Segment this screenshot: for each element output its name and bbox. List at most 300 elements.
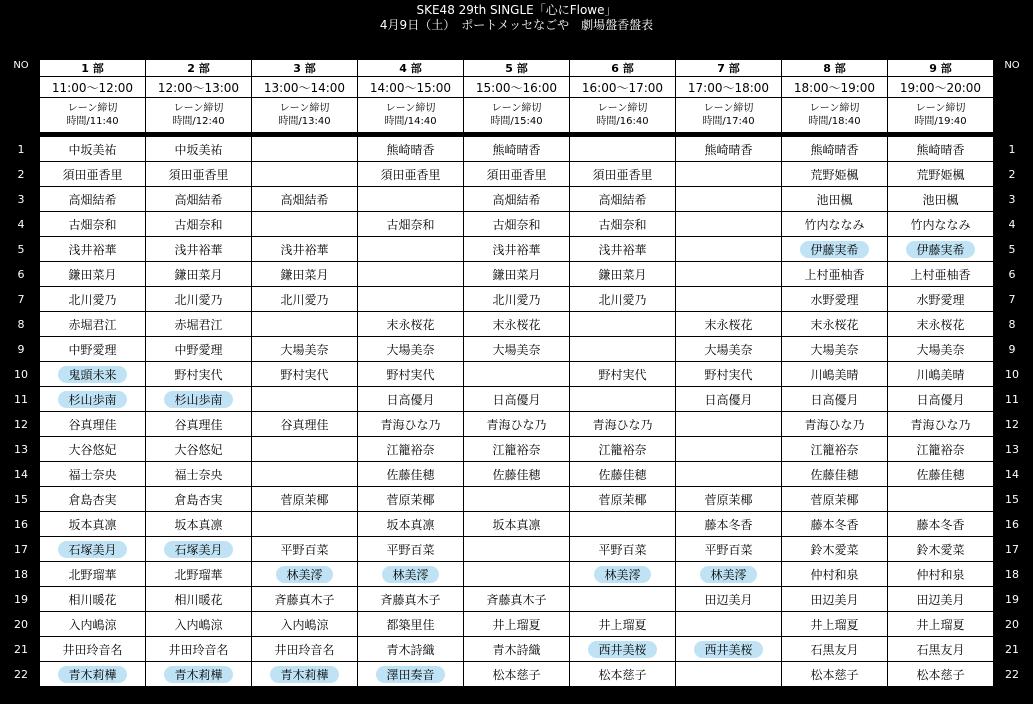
member-cell: 野村実代 — [570, 362, 676, 387]
table-row — [3, 262, 1031, 287]
table-row — [3, 212, 1031, 237]
member-cell: 中坂美祐 — [146, 137, 252, 162]
table-row — [3, 312, 1031, 337]
member-cell: 石黒友月 — [888, 637, 994, 662]
member-cell — [676, 187, 782, 212]
row-number-right: 22 — [994, 662, 1031, 687]
table-row — [3, 537, 1031, 562]
member-cell: 古畑奈和 — [464, 212, 570, 237]
member-cell: 福士奈央 — [146, 462, 252, 487]
highlighted-member-name: 杉山歩南 — [58, 391, 126, 408]
member-cell: 平野百菜 — [358, 537, 464, 562]
member-cell — [252, 512, 358, 537]
member-cell — [464, 537, 570, 562]
lane-deadline-5 — [464, 98, 570, 133]
row-number-right: 4 — [994, 212, 1031, 237]
row-number-left: 3 — [3, 187, 40, 212]
member-cell: 川嶋美晴 — [782, 362, 888, 387]
highlighted-member-name: 杉山歩南 — [164, 391, 232, 408]
member-cell: 平野百菜 — [676, 537, 782, 562]
member-cell — [252, 312, 358, 337]
table-row — [3, 587, 1031, 612]
part-label-6: 6 部 — [570, 60, 676, 77]
member-cell: 日高優月 — [676, 387, 782, 412]
member-cell: 末永桜花 — [888, 312, 994, 337]
row-number-left: 4 — [3, 212, 40, 237]
member-cell — [252, 462, 358, 487]
member-cell — [676, 612, 782, 637]
member-cell: 野村実代 — [676, 362, 782, 387]
member-cell: 古畑奈和 — [570, 212, 676, 237]
member-cell — [464, 362, 570, 387]
highlighted-member-name: 鬼頭未来 — [58, 366, 126, 383]
member-cell — [676, 412, 782, 437]
member-cell: 平野百菜 — [252, 537, 358, 562]
row-number-right: 18 — [994, 562, 1031, 587]
member-cell: 水野愛理 — [782, 287, 888, 312]
member-cell — [676, 262, 782, 287]
deadline-time: 時間/12:40 — [172, 116, 225, 127]
member-cell: 菅原茉椰 — [358, 487, 464, 512]
deadline-label: レーン締切 — [67, 103, 118, 114]
lane-deadline-1 — [40, 98, 146, 133]
member-cell: 末永桜花 — [358, 312, 464, 337]
part-time-6: 16:00〜17:00 — [570, 77, 676, 98]
member-cell: 大場美奈 — [888, 337, 994, 362]
member-cell: 赤堀君江 — [40, 312, 146, 337]
member-cell: 江籠裕奈 — [888, 437, 994, 462]
member-cell — [676, 562, 782, 587]
row-number-left: 16 — [3, 512, 40, 537]
row-number-right: 16 — [994, 512, 1031, 537]
member-cell: 佐藤佳穂 — [464, 462, 570, 487]
highlighted-member-name: 林美澪 — [594, 566, 650, 583]
member-cell — [358, 287, 464, 312]
member-cell — [676, 237, 782, 262]
member-cell: 松本慈子 — [782, 662, 888, 687]
member-cell — [358, 237, 464, 262]
member-cell — [676, 162, 782, 187]
member-cell: 鎌田菜月 — [570, 262, 676, 287]
part-label-5: 5 部 — [464, 60, 570, 77]
member-cell: 浅井裕華 — [146, 237, 252, 262]
member-cell: 藤本冬香 — [888, 512, 994, 537]
table-row — [3, 637, 1031, 662]
member-cell: 入内嶋涼 — [146, 612, 252, 637]
member-cell: 須田亜香里 — [40, 162, 146, 187]
highlighted-member-name: 林美澪 — [276, 566, 332, 583]
member-cell — [40, 662, 146, 687]
member-cell: 菅原茉椰 — [782, 487, 888, 512]
row-number-right: 17 — [994, 537, 1031, 562]
deadline-time: 時間/18:40 — [808, 116, 861, 127]
member-cell: 青木詩織 — [358, 637, 464, 662]
deadline-time: 時間/15:40 — [490, 116, 543, 127]
member-cell: 日高優月 — [464, 387, 570, 412]
deadline-label: レーン締切 — [915, 103, 966, 114]
member-cell — [464, 562, 570, 587]
part-label-9: 9 部 — [888, 60, 994, 77]
member-cell: 浅井裕華 — [464, 237, 570, 262]
highlighted-member-name: 林美澪 — [700, 566, 756, 583]
member-cell: 大谷悠妃 — [146, 437, 252, 462]
member-cell: 竹内ななみ — [888, 212, 994, 237]
row-number-left: 22 — [3, 662, 40, 687]
part-time-8: 18:00〜19:00 — [782, 77, 888, 98]
member-cell — [40, 362, 146, 387]
member-cell: 仲村和泉 — [782, 562, 888, 587]
member-cell — [570, 137, 676, 162]
member-cell — [570, 512, 676, 537]
deadline-label: レーン締切 — [491, 103, 542, 114]
title-line1: SKE48 29th SINGLE「心にFlowe」 — [416, 3, 617, 17]
member-cell: 荒野姫楓 — [782, 162, 888, 187]
member-cell: 北川愛乃 — [146, 287, 252, 312]
member-cell — [676, 212, 782, 237]
row-number-left: 10 — [3, 362, 40, 387]
member-cell: 日高優月 — [888, 387, 994, 412]
member-cell: 熊崎晴香 — [676, 137, 782, 162]
member-cell: 大谷悠妃 — [40, 437, 146, 462]
member-cell: 谷真理佳 — [40, 412, 146, 437]
member-cell — [252, 212, 358, 237]
member-cell: 鎌田菜月 — [252, 262, 358, 287]
row-number-right: 8 — [994, 312, 1031, 337]
member-cell: 井田玲音名 — [252, 637, 358, 662]
member-cell: 井上瑠夏 — [464, 612, 570, 637]
row-number-right: 10 — [994, 362, 1031, 387]
member-cell — [40, 537, 146, 562]
member-cell: 斉藤真木子 — [252, 587, 358, 612]
member-cell: 藤本冬香 — [782, 512, 888, 537]
row-number-left: 6 — [3, 262, 40, 287]
member-cell: 青海ひな乃 — [888, 412, 994, 437]
member-cell: 高畑結希 — [464, 187, 570, 212]
row-number-right: 6 — [994, 262, 1031, 287]
table-row — [3, 137, 1031, 162]
member-cell: 菅原茉椰 — [570, 487, 676, 512]
member-cell: 松本慈子 — [570, 662, 676, 687]
no-header-right: NO — [994, 60, 1031, 133]
lane-deadline-2 — [146, 98, 252, 133]
table-row — [3, 287, 1031, 312]
member-cell: 北川愛乃 — [570, 287, 676, 312]
member-cell: 熊崎晴香 — [888, 137, 994, 162]
member-cell: 北野瑠華 — [146, 562, 252, 587]
member-cell: 田辺美月 — [888, 587, 994, 612]
member-cell: 鎌田菜月 — [40, 262, 146, 287]
row-number-left: 12 — [3, 412, 40, 437]
member-cell: 高畑結希 — [146, 187, 252, 212]
member-cell: 中野愛理 — [146, 337, 252, 362]
member-cell: 相川暖花 — [146, 587, 252, 612]
member-cell — [570, 337, 676, 362]
member-cell: 大場美奈 — [252, 337, 358, 362]
member-cell — [676, 637, 782, 662]
member-cell — [676, 662, 782, 687]
member-cell: 水野愛理 — [888, 287, 994, 312]
member-cell: 谷真理佳 — [146, 412, 252, 437]
member-cell: 菅原茉椰 — [252, 487, 358, 512]
member-cell — [252, 437, 358, 462]
member-cell — [358, 662, 464, 687]
member-cell — [570, 562, 676, 587]
table-row — [3, 437, 1031, 462]
member-cell: 井田玲音名 — [146, 637, 252, 662]
member-cell: 北川愛乃 — [40, 287, 146, 312]
part-time-2: 12:00〜13:00 — [146, 77, 252, 98]
row-number-left: 11 — [3, 387, 40, 412]
part-label-1: 1 部 — [40, 60, 146, 77]
member-cell: 日高優月 — [358, 387, 464, 412]
deadline-label: レーン締切 — [703, 103, 754, 114]
member-cell: 須田亜香里 — [464, 162, 570, 187]
part-label-3: 3 部 — [252, 60, 358, 77]
member-cell: 鎌田菜月 — [146, 262, 252, 287]
member-cell: 浅井裕華 — [570, 237, 676, 262]
row-number-right: 14 — [994, 462, 1031, 487]
member-cell — [252, 387, 358, 412]
lane-deadline-9 — [888, 98, 994, 133]
part-time-9: 19:00〜20:00 — [888, 77, 994, 98]
member-cell: 浅井裕華 — [252, 237, 358, 262]
member-cell: 坂本真凛 — [146, 512, 252, 537]
member-cell: 青海ひな乃 — [570, 412, 676, 437]
member-cell — [782, 237, 888, 262]
highlighted-member-name: 伊藤実希 — [800, 241, 868, 258]
member-cell: 青海ひな乃 — [464, 412, 570, 437]
row-number-right: 15 — [994, 487, 1031, 512]
member-cell: 竹内ななみ — [782, 212, 888, 237]
row-number-right: 21 — [994, 637, 1031, 662]
member-cell: 野村実代 — [358, 362, 464, 387]
row-number-right: 2 — [994, 162, 1031, 187]
part-label-7: 7 部 — [676, 60, 782, 77]
highlighted-member-name: 青木莉樺 — [58, 666, 126, 683]
row-number-right: 19 — [994, 587, 1031, 612]
deadline-time: 時間/19:40 — [914, 116, 967, 127]
table-row — [3, 487, 1031, 512]
deadline-time: 時間/16:40 — [596, 116, 649, 127]
row-number-left: 1 — [3, 137, 40, 162]
highlighted-member-name: 石塚美月 — [164, 541, 232, 558]
member-cell: 江籠裕奈 — [570, 437, 676, 462]
member-cell — [252, 562, 358, 587]
member-cell: 青海ひな乃 — [358, 412, 464, 437]
member-cell: 倉島杏実 — [40, 487, 146, 512]
member-cell: 大場美奈 — [464, 337, 570, 362]
member-cell: 末永桜花 — [782, 312, 888, 337]
row-number-right: 3 — [994, 187, 1031, 212]
member-cell: 池田楓 — [782, 187, 888, 212]
row-number-right: 11 — [994, 387, 1031, 412]
part-time-4: 14:00〜15:00 — [358, 77, 464, 98]
part-label-4: 4 部 — [358, 60, 464, 77]
row-number-right: 1 — [994, 137, 1031, 162]
part-label-8: 8 部 — [782, 60, 888, 77]
member-cell: 福士奈央 — [40, 462, 146, 487]
row-number-right: 20 — [994, 612, 1031, 637]
member-cell: 須田亜香里 — [146, 162, 252, 187]
deadline-time: 時間/11:40 — [66, 116, 119, 127]
deadline-label: レーン締切 — [809, 103, 860, 114]
deadline-label: レーン締切 — [385, 103, 436, 114]
member-cell: 青海ひな乃 — [782, 412, 888, 437]
member-cell: 入内嶋涼 — [40, 612, 146, 637]
member-cell: 江籠裕奈 — [782, 437, 888, 462]
member-cell — [358, 562, 464, 587]
row-number-right: 9 — [994, 337, 1031, 362]
member-cell — [888, 487, 994, 512]
table-row — [3, 462, 1031, 487]
member-cell: 高畑結希 — [40, 187, 146, 212]
member-cell: 谷真理佳 — [252, 412, 358, 437]
member-cell: 都築里佳 — [358, 612, 464, 637]
row-number-right: 13 — [994, 437, 1031, 462]
member-cell: 坂本真凛 — [358, 512, 464, 537]
member-cell: 熊崎晴香 — [358, 137, 464, 162]
member-cell — [570, 637, 676, 662]
member-cell: 大場美奈 — [676, 337, 782, 362]
highlighted-member-name: 青木莉樺 — [164, 666, 232, 683]
table-row — [3, 337, 1031, 362]
member-cell: 倉島杏実 — [146, 487, 252, 512]
row-number-right: 7 — [994, 287, 1031, 312]
member-cell: 野村実代 — [252, 362, 358, 387]
row-number-left: 8 — [3, 312, 40, 337]
lane-deadline-8 — [782, 98, 888, 133]
member-cell — [252, 137, 358, 162]
member-cell — [252, 662, 358, 687]
member-cell: 坂本真凛 — [40, 512, 146, 537]
row-number-left: 2 — [3, 162, 40, 187]
deadline-label: レーン締切 — [279, 103, 330, 114]
member-cell: 田辺美月 — [676, 587, 782, 612]
highlighted-member-name: 澤田奏音 — [376, 666, 444, 683]
table-row — [3, 362, 1031, 387]
part-time-1: 11:00〜12:00 — [40, 77, 146, 98]
member-cell: 井上瑠夏 — [888, 612, 994, 637]
row-number-right: 12 — [994, 412, 1031, 437]
table-row — [3, 187, 1031, 212]
member-cell — [676, 437, 782, 462]
member-cell: 仲村和泉 — [888, 562, 994, 587]
member-cell: 石黒友月 — [782, 637, 888, 662]
member-cell: 平野百菜 — [570, 537, 676, 562]
member-cell: 末永桜花 — [676, 312, 782, 337]
member-cell — [570, 387, 676, 412]
member-cell: 鈴木愛菜 — [782, 537, 888, 562]
member-cell — [358, 262, 464, 287]
part-time-3: 13:00〜14:00 — [252, 77, 358, 98]
member-cell: 江籠裕奈 — [358, 437, 464, 462]
table-row — [3, 512, 1031, 537]
member-cell — [146, 537, 252, 562]
member-cell: 佐藤佳穂 — [570, 462, 676, 487]
member-cell: 熊崎晴香 — [782, 137, 888, 162]
row-number-left: 5 — [3, 237, 40, 262]
member-cell: 井田玲音名 — [40, 637, 146, 662]
highlighted-member-name: 石塚美月 — [58, 541, 126, 558]
member-cell — [570, 312, 676, 337]
member-cell: 赤堀君江 — [146, 312, 252, 337]
member-cell: 江籠裕奈 — [464, 437, 570, 462]
member-cell: 鎌田菜月 — [464, 262, 570, 287]
row-number-left: 9 — [3, 337, 40, 362]
lane-deadline-7 — [676, 98, 782, 133]
deadline-label: レーン締切 — [597, 103, 648, 114]
highlighted-member-name: 西井美桜 — [588, 641, 656, 658]
lane-deadline-4 — [358, 98, 464, 133]
row-number-right: 5 — [994, 237, 1031, 262]
highlighted-member-name: 西井美桜 — [694, 641, 762, 658]
member-cell — [146, 387, 252, 412]
member-cell: 高畑結希 — [252, 187, 358, 212]
member-cell: 藤本冬香 — [676, 512, 782, 537]
part-time-7: 17:00〜18:00 — [676, 77, 782, 98]
member-cell: 末永桜花 — [464, 312, 570, 337]
member-cell: 高畑結希 — [570, 187, 676, 212]
row-number-left: 18 — [3, 562, 40, 587]
member-cell: 佐藤佳穂 — [358, 462, 464, 487]
highlighted-member-name: 林美澪 — [382, 566, 438, 583]
member-cell — [146, 662, 252, 687]
row-number-left: 21 — [3, 637, 40, 662]
member-cell: 田辺美月 — [782, 587, 888, 612]
lane-deadline-6 — [570, 98, 676, 133]
highlighted-member-name: 伊藤実希 — [906, 241, 974, 258]
table-row — [3, 237, 1031, 262]
row-number-left: 20 — [3, 612, 40, 637]
member-cell: 松本慈子 — [464, 662, 570, 687]
member-cell: 北野瑠華 — [40, 562, 146, 587]
member-cell: 川嶋美晴 — [888, 362, 994, 387]
member-cell — [676, 462, 782, 487]
table-row — [3, 612, 1031, 637]
member-cell: 菅原茉椰 — [676, 487, 782, 512]
member-cell: 斉藤真木子 — [464, 587, 570, 612]
member-cell — [676, 287, 782, 312]
member-cell: 池田楓 — [888, 187, 994, 212]
no-header-left: NO — [3, 60, 40, 133]
member-cell: 北川愛乃 — [464, 287, 570, 312]
member-cell: 大場美奈 — [358, 337, 464, 362]
member-cell: 日高優月 — [782, 387, 888, 412]
member-cell: 上村亜柚香 — [888, 262, 994, 287]
member-cell: 入内嶋涼 — [252, 612, 358, 637]
row-number-left: 7 — [3, 287, 40, 312]
highlighted-member-name: 青木莉樺 — [270, 666, 338, 683]
deadline-label: レーン締切 — [173, 103, 224, 114]
member-cell: 鈴木愛菜 — [888, 537, 994, 562]
member-cell: 須田亜香里 — [570, 162, 676, 187]
member-cell: 中坂美祐 — [40, 137, 146, 162]
member-cell: 古畑奈和 — [40, 212, 146, 237]
member-cell: 熊崎晴香 — [464, 137, 570, 162]
member-cell: 青木詩織 — [464, 637, 570, 662]
member-cell: 上村亜柚香 — [782, 262, 888, 287]
part-time-5: 15:00〜16:00 — [464, 77, 570, 98]
member-cell — [252, 162, 358, 187]
member-cell: 野村実代 — [146, 362, 252, 387]
member-cell — [888, 237, 994, 262]
member-cell: 相川暖花 — [40, 587, 146, 612]
member-cell: 坂本真凛 — [464, 512, 570, 537]
deadline-time: 時間/13:40 — [278, 116, 331, 127]
member-cell — [358, 187, 464, 212]
row-number-left: 19 — [3, 587, 40, 612]
member-cell: 古畑奈和 — [146, 212, 252, 237]
